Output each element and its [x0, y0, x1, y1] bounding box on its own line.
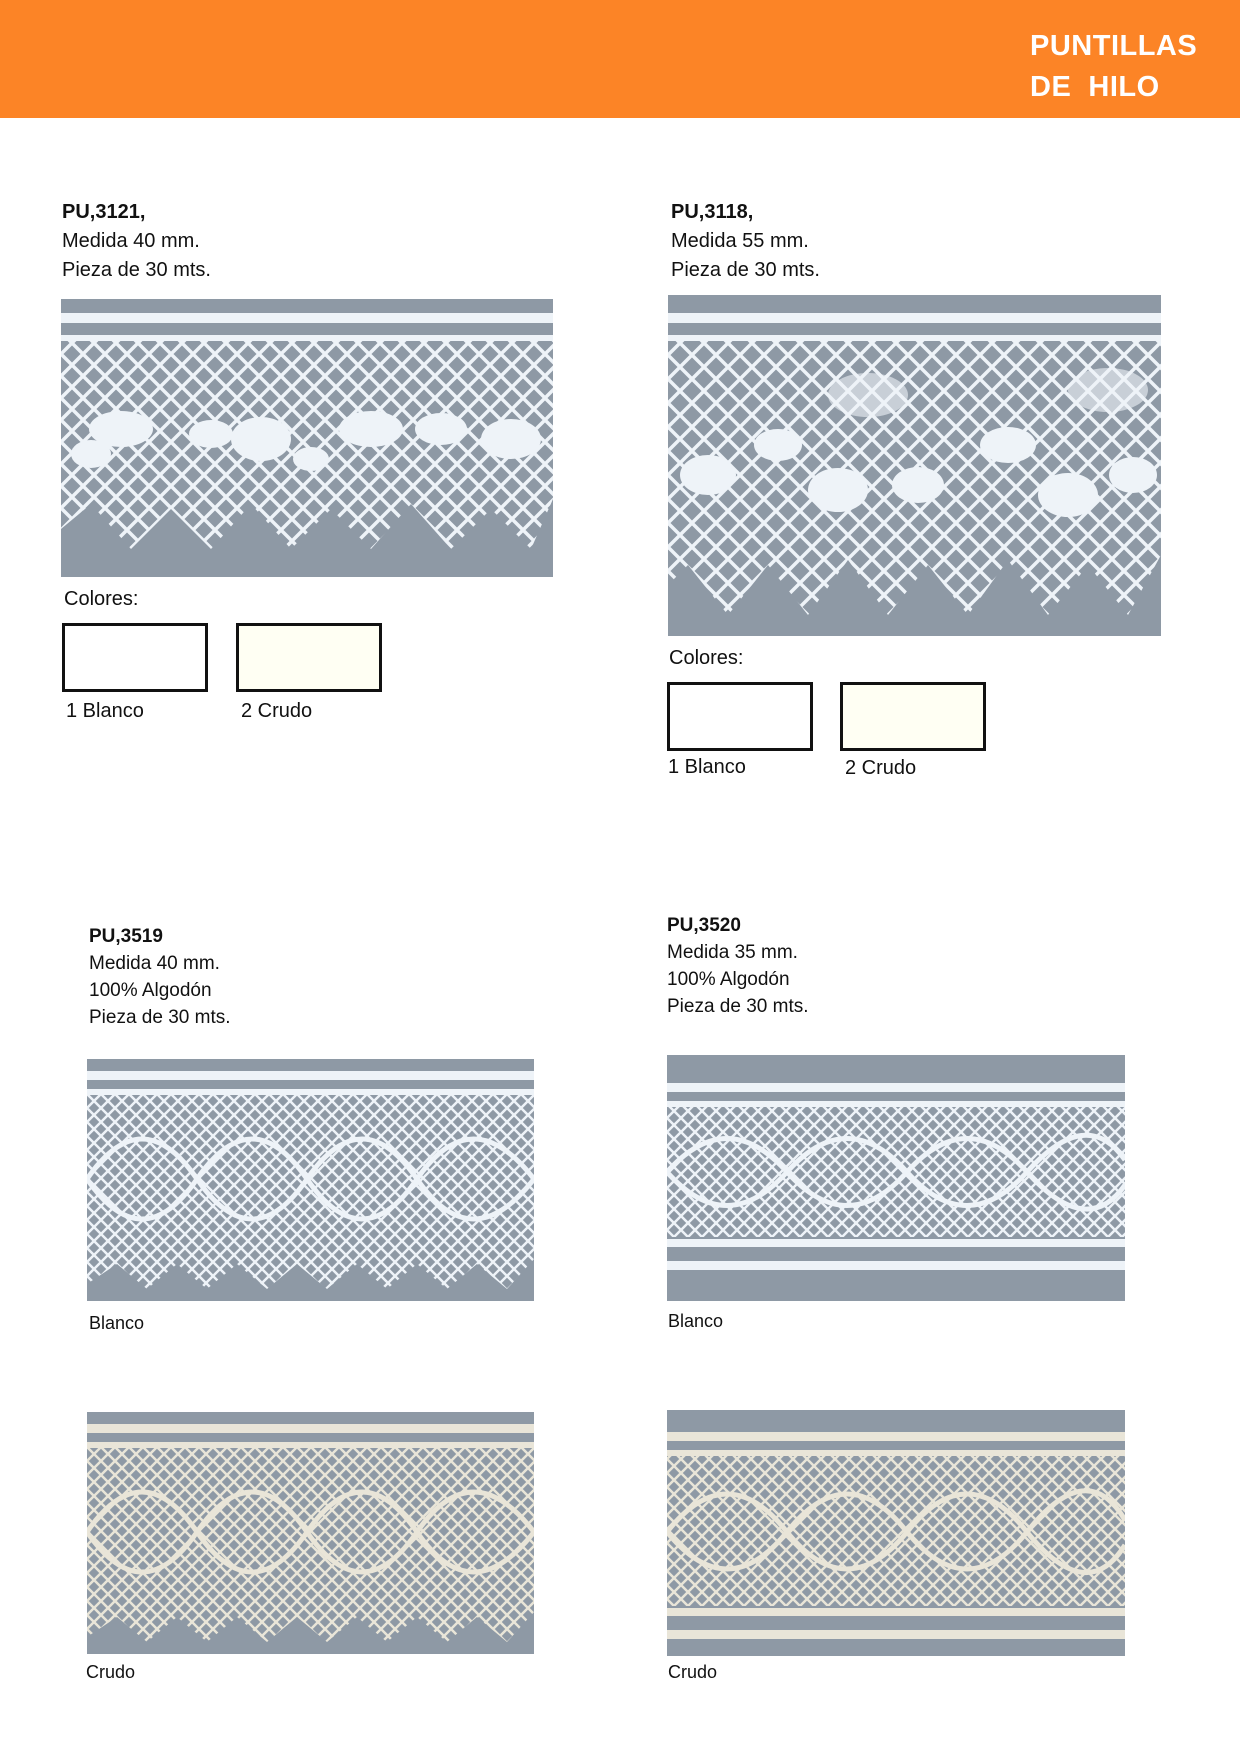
product-info-3519 — [89, 923, 231, 1031]
product-piece: Pieza de 30 mts. — [62, 259, 211, 281]
lace-photo-3519-blanco — [87, 1059, 534, 1301]
product-code: PU,3118, — [671, 201, 754, 223]
product-size: Medida 40 mm. — [62, 230, 200, 252]
color-swatch-blanco[interactable] — [667, 682, 813, 751]
lace-photo-3520-crudo — [667, 1410, 1125, 1656]
color-swatch-crudo[interactable] — [236, 623, 382, 692]
color-swatch-crudo[interactable] — [840, 682, 986, 751]
page-title — [1030, 26, 1197, 108]
variant-name-crudo: Crudo — [668, 1662, 718, 1682]
colors-label: Colores: — [669, 647, 744, 669]
color-name-blanco: 1 Blanco — [66, 700, 144, 722]
product-piece: Pieza de 30 mts. — [667, 996, 809, 1017]
product-size: Medida 55 mm. — [671, 230, 809, 252]
color-name-crudo: 2 Crudo — [845, 757, 917, 779]
page-title-line-1: PUNTILLAS — [1030, 30, 1198, 62]
variant-name-crudo: Crudo — [86, 1662, 136, 1682]
lace-photo-3118 — [668, 295, 1161, 636]
product-size: Medida 40 mm. — [89, 953, 220, 974]
lace-photo-3519-crudo — [87, 1412, 534, 1654]
color-name-crudo: 2 Crudo — [241, 700, 313, 722]
product-material: 100% Algodón — [667, 969, 790, 990]
product-piece: Pieza de 30 mts. — [89, 1007, 231, 1028]
variant-name-blanco: Blanco — [89, 1313, 145, 1333]
lace-photo-3121 — [61, 299, 553, 577]
lace-photo-3520-blanco — [667, 1055, 1125, 1301]
product-code: PU,3519 — [89, 926, 163, 947]
product-code: PU,3520 — [667, 915, 741, 936]
variant-name-blanco: Blanco — [668, 1311, 724, 1331]
product-size: Medida 35 mm. — [667, 942, 798, 963]
color-swatch-blanco[interactable] — [62, 623, 208, 692]
product-info-3520 — [667, 912, 809, 1020]
product-code: PU,3121, — [62, 201, 146, 223]
product-info-3118 — [671, 198, 820, 285]
product-material: 100% Algodón — [89, 980, 212, 1001]
page-title-line-2: DE HILO — [1030, 71, 1160, 103]
product-piece: Pieza de 30 mts. — [671, 259, 820, 281]
color-name-blanco: 1 Blanco — [668, 756, 746, 778]
product-info-3121 — [62, 198, 211, 285]
colors-label: Colores: — [64, 588, 139, 610]
